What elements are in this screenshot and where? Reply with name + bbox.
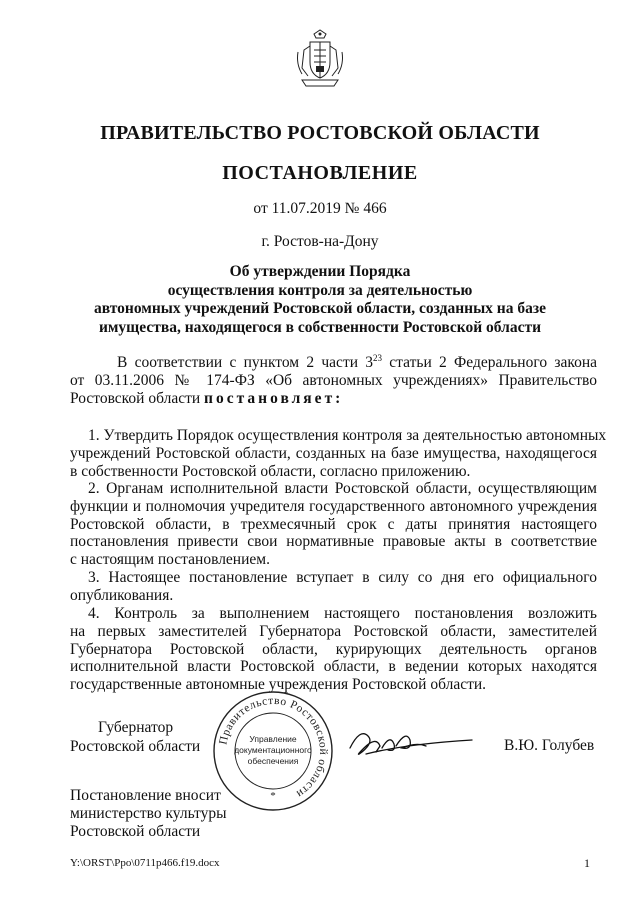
stamp-inner-line: документационного — [234, 745, 312, 755]
preamble-line: Ростовской области постановляет: — [70, 389, 344, 407]
title-line: автономных учреждений Ростовской области, созданных на базе — [94, 300, 546, 317]
title-line: Об утверждении Порядка — [229, 263, 411, 280]
document-title — [0, 263, 640, 337]
item-3: 3. Настоящее постановление вступает в силу со дня его официального опубликования. — [70, 569, 597, 604]
item-1: 1. Утвердить Порядок осуществления контроля за деятельностью автономных учреждений Ростовской области, созданных на базе имущества, находящегося в собственности Ростовской области, согласно приложению. — [70, 427, 607, 480]
introduced-by — [70, 787, 227, 841]
preamble — [70, 354, 597, 407]
official-stamp — [212, 690, 334, 812]
item-2: 2. Органам исполнительной власти Ростовской области, осуществляющим функции и полномочия учредителя государственного автономного учреждения Ростовской области, в трехмесячный срок с даты принятия настоящего постановления привести свои нормативные правовые акты в соответствие с настоящим постановлением. — [70, 480, 597, 569]
page-number: 1 — [584, 856, 590, 870]
item-4: 4. Контроль за выполнением настоящего постановления возложить на первых заместителей Губернатора Ростовской области, заместителей Губернатора Ростовской области, курирующих деятельность органов исполнительной власти Ростовской области, в ведении которых находятся государственные автономные учреждения Ростовской области. — [70, 605, 597, 694]
introduced-line: Постановление вносит — [70, 787, 221, 804]
signatory-name: В.Ю. Голубев — [504, 737, 595, 754]
handwritten-signature — [346, 718, 476, 766]
file-path: Y:\ORST\Ppo\0711p466.f19.docx — [70, 857, 220, 869]
introduced-line: министерство культуры — [70, 805, 227, 822]
position-line: Ростовской области — [70, 738, 201, 755]
date-number: от 11.07.2019 № 466 — [253, 200, 387, 217]
preamble-line: от 03.11.2006 № 174-ФЗ «Об автономных учреждениях» Правительство — [70, 371, 597, 389]
stamp-inner-line: Управление — [249, 734, 297, 744]
decree-keyword: постановляет: — [204, 389, 344, 407]
stamp-ring-text: Правительство Ростовской области — [217, 694, 330, 801]
city: г. Ростов-на-Дону — [261, 233, 379, 250]
preamble-line: В соответствии с пунктом 2 части $3^{23}$ статьи 2 Федерального закона — [117, 352, 598, 371]
position-line: Губернатор — [98, 719, 174, 736]
title-line: имущества, находящегося в собственности Ростовской области — [98, 318, 542, 336]
title-line: осуществления контроля за деятельностью — [167, 281, 473, 299]
government-heading: ПРАВИТЕЛЬСТВО РОСТОВСКОЙ ОБЛАСТИ — [100, 122, 540, 144]
stamp-star: * — [270, 790, 276, 802]
stamp-inner-line: обеспечения — [247, 756, 299, 766]
signatory-position — [70, 718, 200, 756]
document-type: ПОСТАНОВЛЕНИЕ — [222, 162, 418, 184]
introduced-line: Ростовской области — [70, 823, 201, 840]
coat-of-arms-emblem — [294, 28, 346, 90]
